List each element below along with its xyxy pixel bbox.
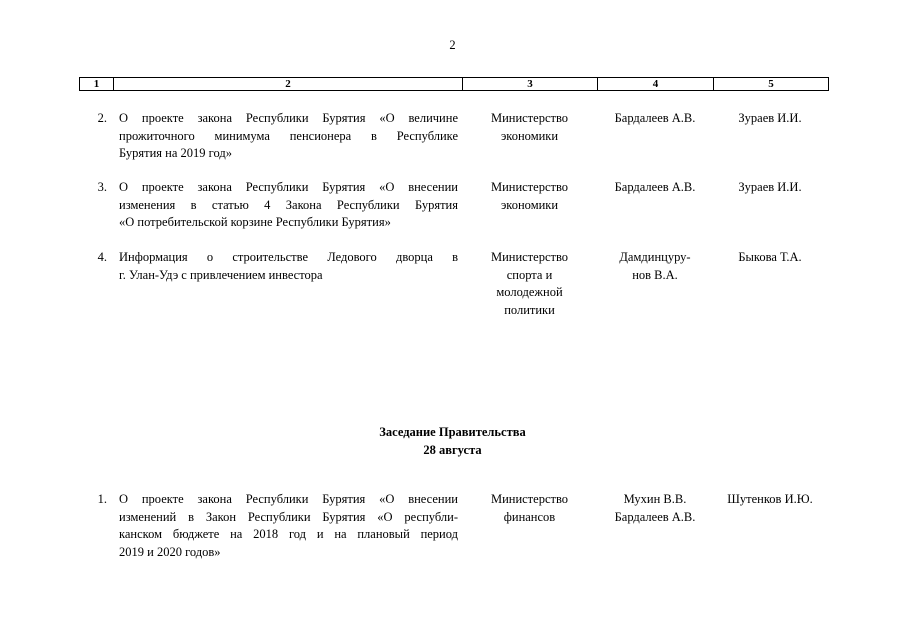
- row-executor: [713, 491, 827, 561]
- row-title: [113, 249, 462, 319]
- title-line: прожиточного минимума пенсионера в Республике: [119, 128, 458, 143]
- table-row: [79, 491, 829, 561]
- row-ministry: [462, 179, 597, 232]
- section-title: Заседание Правительства: [379, 425, 526, 439]
- title-line: 2019 и 2020 годов»: [119, 544, 221, 559]
- ministry-line: молодежной: [496, 285, 563, 299]
- row-ministry: [462, 249, 597, 319]
- row-responsible: [597, 110, 713, 163]
- row-responsible: [597, 491, 713, 561]
- header-col-2: 2: [114, 78, 463, 90]
- title-line: г. Улан-Удэ с привлечением инвестора: [119, 267, 323, 282]
- row-number: 2.: [97, 111, 107, 125]
- header-col-1: 1: [80, 78, 114, 90]
- executor-line: Быкова Т.А.: [738, 250, 802, 264]
- row-title: [113, 179, 462, 232]
- executor-line: Зураев И.И.: [738, 111, 802, 125]
- section-date: 28 августа: [423, 442, 482, 457]
- ministry-line: финансов: [503, 509, 556, 524]
- row-responsible: [597, 179, 713, 232]
- ministry-line: экономики: [500, 128, 559, 143]
- row-executor: [713, 249, 827, 319]
- title-line: канском бюджете на 2018 год и на плановый период: [119, 527, 458, 541]
- ministry-line: Министерство: [490, 180, 569, 194]
- table-row: [79, 249, 829, 319]
- table-row: [79, 179, 829, 232]
- responsible-line: Мухин В.В.: [623, 492, 687, 506]
- title-line: изменений в Закон Республики Бурятия «О республи-: [119, 509, 458, 524]
- ministry-line: Министерство: [490, 492, 569, 506]
- ministry-line: Министерство: [490, 111, 569, 125]
- row-number: 4.: [97, 250, 107, 264]
- section-heading: [0, 424, 905, 459]
- row-ministry: [462, 491, 597, 561]
- row-executor: [713, 179, 827, 232]
- title-line: изменения в статью 4 Закона Республики Бурятия: [119, 197, 458, 212]
- row-ministry: [462, 110, 597, 163]
- header-col-4: 4: [598, 78, 714, 90]
- title-line: О проекте закона Республики Бурятия «О величине: [119, 111, 458, 125]
- ministry-line: спорта и: [506, 267, 553, 282]
- row-title: [113, 110, 462, 163]
- row-number: 3.: [97, 180, 107, 194]
- ministry-line: экономики: [500, 197, 559, 212]
- header-col-5: 5: [768, 78, 774, 90]
- table-row: [79, 110, 829, 163]
- executor-line: Зураев И.И.: [738, 180, 802, 194]
- title-line: «О потребительской корзине Республики Бурятия»: [119, 215, 391, 229]
- ministry-line: Министерство: [490, 250, 569, 264]
- title-line: Информация о строительстве Ледового дворца в: [119, 250, 458, 264]
- title-line: О проекте закона Республики Бурятия «О внесении: [119, 492, 458, 506]
- ministry-line: политики: [504, 302, 555, 317]
- header-col-3: 3: [463, 78, 598, 90]
- responsible-line: Бардалеев А.В.: [614, 180, 696, 194]
- row-responsible: [597, 249, 713, 319]
- table-header-row: [79, 77, 829, 91]
- executor-line: Шутенков И.Ю.: [727, 492, 813, 506]
- responsible-line: Бардалеев А.В.: [614, 509, 696, 524]
- title-line: О проекте закона Республики Бурятия «О внесении: [119, 180, 458, 194]
- responsible-line: нов В.А.: [632, 267, 678, 282]
- page-number: 2: [449, 38, 456, 52]
- row-number: 1.: [97, 492, 107, 506]
- responsible-line: Бардалеев А.В.: [614, 111, 696, 125]
- title-line: Бурятия на 2019 год»: [119, 146, 232, 160]
- row-executor: [713, 110, 827, 163]
- responsible-line: Дамдинцуру-: [619, 250, 691, 264]
- row-title: [113, 491, 462, 561]
